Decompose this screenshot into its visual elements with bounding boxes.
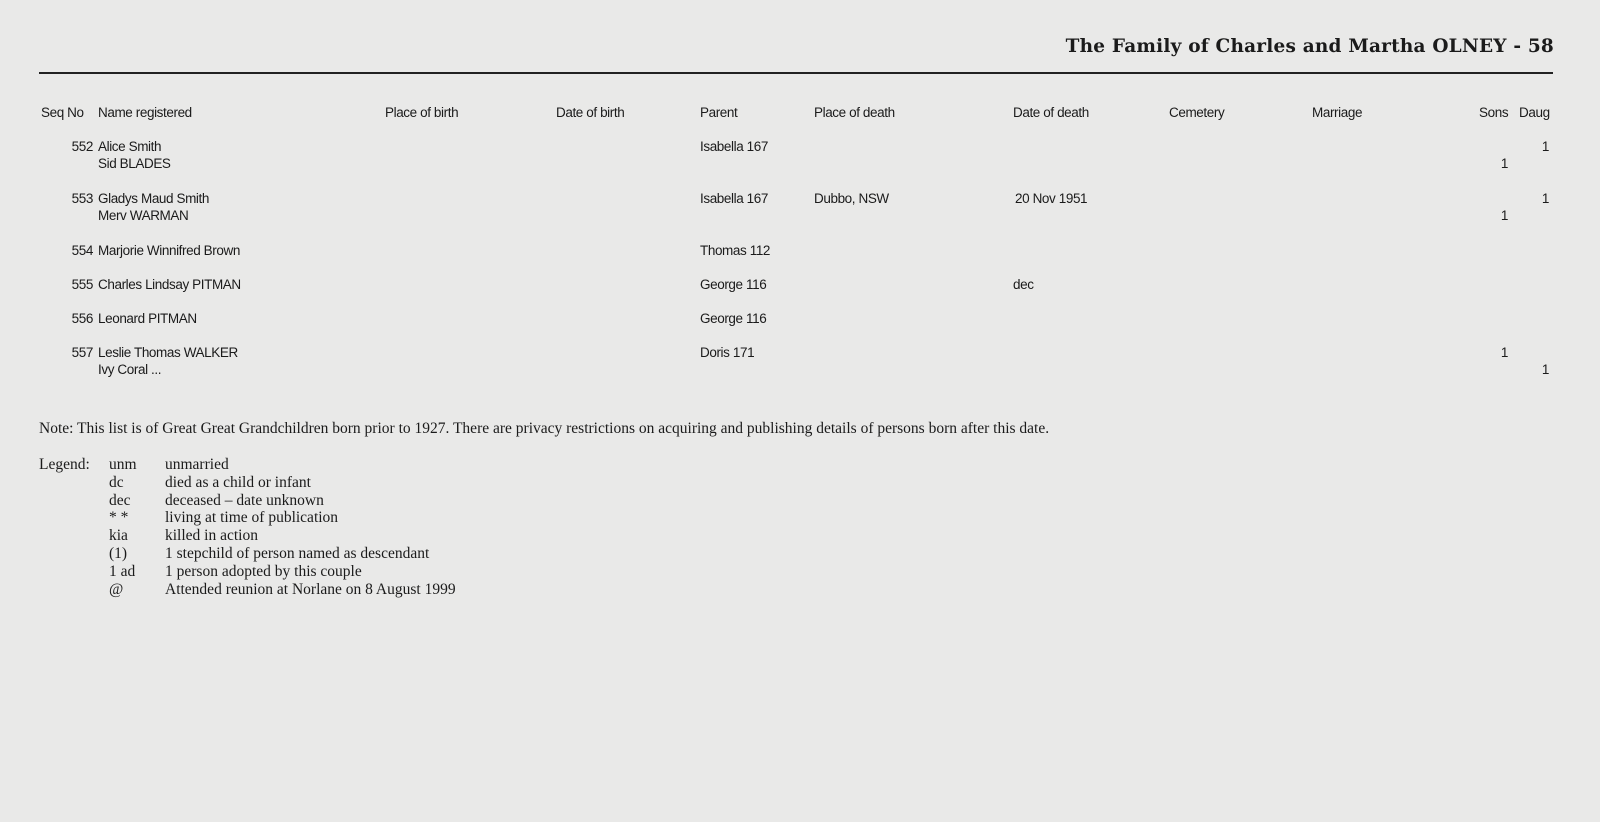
- col-sons-header: Sons: [1479, 105, 1509, 120]
- legend-label: Legend:: [39, 456, 90, 473]
- parent: Doris 171: [700, 345, 755, 360]
- col-parent-header: Parent: [700, 105, 738, 120]
- legend-item: [39, 492, 639, 510]
- legend-code: (1): [109, 545, 128, 562]
- legend-item: [39, 474, 639, 492]
- col-daug-header: Daug: [1519, 105, 1550, 120]
- daughters-count: 1: [1541, 362, 1549, 377]
- page-title: The Family of Charles and Martha OLNEY - 58: [1065, 36, 1554, 57]
- parent: George 116: [700, 311, 767, 326]
- spouse-name: Ivy Coral ...: [98, 362, 162, 377]
- name-registered: Marjorie Winnifred Brown: [98, 243, 240, 258]
- seq-number: 556: [71, 311, 93, 326]
- name-registered: Leonard PITMAN: [98, 311, 197, 326]
- sons-count: 1: [1500, 156, 1508, 171]
- col-name-header: Name registered: [98, 105, 192, 120]
- col-seq-header: Seq No: [41, 105, 84, 120]
- col-date-of-birth-header: Date of birth: [556, 105, 625, 120]
- sons-count: 1: [1500, 208, 1508, 223]
- name-registered: Gladys Maud Smith: [98, 191, 209, 206]
- legend-meaning: living at time of publication: [165, 509, 339, 527]
- seq-number: 554: [71, 243, 93, 258]
- place-of-death: Dubbo, NSW: [814, 191, 889, 206]
- legend-code: dec: [109, 491, 131, 509]
- col-place-of-birth-header: Place of birth: [385, 105, 459, 120]
- spouse-name: Merv WARMAN: [98, 208, 189, 223]
- legend-item: [39, 581, 639, 599]
- legend-code: dc: [109, 473, 124, 491]
- parent: Isabella 167: [700, 191, 769, 206]
- legend-item: [39, 456, 639, 474]
- seq-number: 553: [71, 191, 93, 206]
- seq-number: 555: [71, 277, 93, 292]
- spouse-name: Sid BLADES: [98, 156, 171, 171]
- parent: George 116: [700, 277, 767, 292]
- col-date-of-death-header: Date of death: [1013, 105, 1089, 120]
- legend-code: kia: [109, 527, 128, 545]
- legend-item: [39, 527, 639, 545]
- legend-item: [39, 509, 639, 527]
- legend-code: 1 ad: [109, 562, 136, 580]
- legend-meaning: died as a child or infant: [165, 473, 311, 491]
- seq-number: 557: [71, 345, 93, 360]
- name-registered: Charles Lindsay PITMAN: [98, 277, 241, 292]
- legend-item: [39, 563, 639, 581]
- date-of-death: 20 Nov 1951: [1015, 191, 1088, 206]
- parent: Isabella 167: [700, 139, 769, 154]
- daughters-count: 1: [1541, 191, 1549, 206]
- legend-code: @: [109, 580, 124, 598]
- col-cemetery-header: Cemetery: [1169, 105, 1225, 120]
- legend-item: [39, 545, 639, 563]
- date-of-death: dec: [1013, 277, 1034, 292]
- title-divider: [39, 72, 1553, 74]
- legend-meaning: 1 stepchild of person named as descendant: [165, 545, 430, 562]
- daughters-count: 1: [1541, 139, 1549, 154]
- parent: Thomas 112: [700, 243, 771, 258]
- col-place-of-death-header: Place of death: [814, 105, 895, 120]
- col-marriage-header: Marriage: [1312, 105, 1363, 120]
- legend-code: * *: [109, 509, 129, 527]
- legend-meaning: killed in action: [165, 527, 258, 545]
- legend-meaning: unmarried: [165, 456, 229, 473]
- name-registered: Alice Smith: [98, 139, 162, 154]
- privacy-note: Note: This list is of Great Great Grandchildren born prior to 1927. There are privacy restrictions on acquiring and publishing details of persons born after this date.: [39, 420, 1050, 437]
- name-registered: Leslie Thomas WALKER: [98, 345, 238, 360]
- legend-meaning: 1 person adopted by this couple: [165, 562, 362, 580]
- sons-count: 1: [1500, 345, 1508, 360]
- legend-meaning: deceased – date unknown: [165, 491, 324, 509]
- seq-number: 552: [71, 139, 93, 154]
- legend-meaning: Attended reunion at Norlane on 8 August 1999: [165, 580, 456, 598]
- legend-code: unm: [109, 456, 137, 473]
